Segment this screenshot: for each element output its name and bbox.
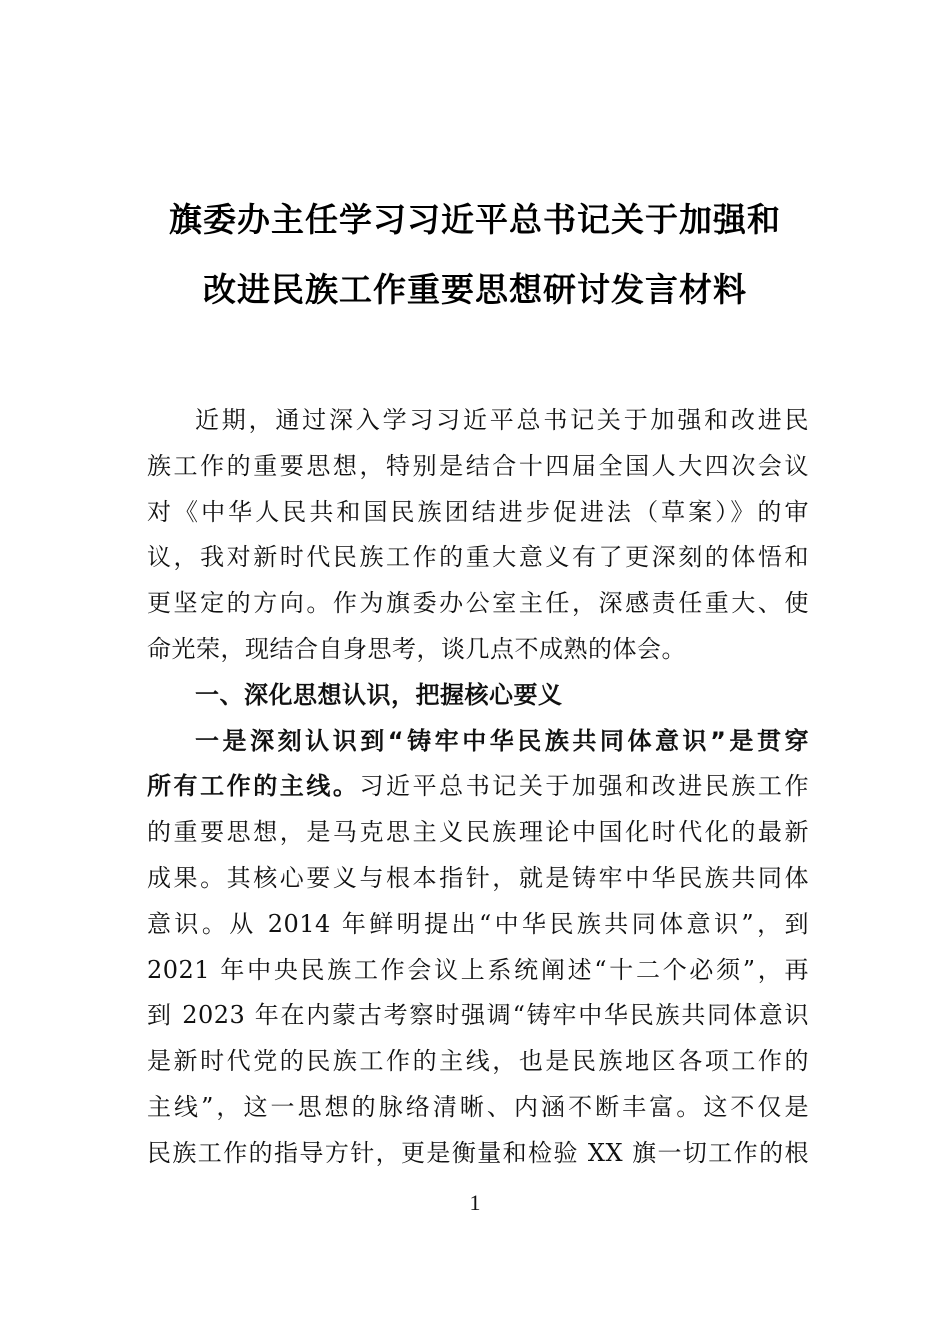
intro-line: 更坚定的方向。作为旗委办公室主任，深感责任重大、使 bbox=[147, 589, 809, 618]
intro-line: 族工作的重要思想，特别是结合十四届全国人大四次会议 bbox=[147, 451, 809, 480]
intro-line: 议，我对新时代民族工作的重大意义有了更深刻的体悟和 bbox=[147, 543, 809, 572]
document-title-line-1: 旗委办主任学习习近平总书记关于加强和 bbox=[169, 200, 781, 239]
point-1-bold-end: 所有工作的主线。 bbox=[147, 772, 360, 801]
intro-line: 近期，通过深入学习习近平总书记关于加强和改进民 bbox=[195, 406, 809, 434]
point-1-line: 民族工作的指导方针，更是衡量和检验 XX 旗一切工作的根 bbox=[147, 1138, 809, 1167]
point-1-mixed-line bbox=[147, 764, 809, 810]
point-1-bold-line: 一是深刻认识到“铸牢中华民族共同体意识”是贯穿 bbox=[195, 726, 809, 755]
point-1-line: 是新时代党的民族工作的主线，也是民族地区各项工作的 bbox=[147, 1047, 809, 1076]
point-1-line: 成果。其核心要义与根本指针，就是铸牢中华民族共同体 bbox=[147, 863, 809, 892]
point-1-line: 主线”，这一思想的脉络清晰、内涵不断丰富。这不仅是 bbox=[147, 1092, 809, 1121]
intro-line: 对《中华人民共和国民族团结进步促进法（草案）》的审 bbox=[147, 497, 809, 526]
point-1-text: 习近平总书记关于加强和改进民族工作 bbox=[359, 772, 809, 801]
intro-line: 命光荣，现结合自身思考，谈几点不成熟的体会。 bbox=[147, 634, 686, 663]
point-1-line: 2021 年中央民族工作会议上系统阐述“十二个必须”，再 bbox=[147, 955, 809, 984]
document-body bbox=[147, 398, 809, 1177]
point-1-line: 到 2023 年在内蒙古考察时强调“铸牢中华民族共同体意识 bbox=[147, 1001, 809, 1030]
section-heading: 一、深化思想认识，把握核心要义 bbox=[195, 680, 563, 709]
point-1-line: 意识。从 2014 年鲜明提出“中华民族共同体意识”，到 bbox=[147, 909, 809, 938]
document-title-line-2: 改进民族工作重要思想研讨发言材料 bbox=[203, 270, 747, 309]
page-number: 1 bbox=[469, 1190, 481, 1215]
point-1-line: 的重要思想，是马克思主义民族理论中国化时代化的最新 bbox=[147, 818, 809, 847]
